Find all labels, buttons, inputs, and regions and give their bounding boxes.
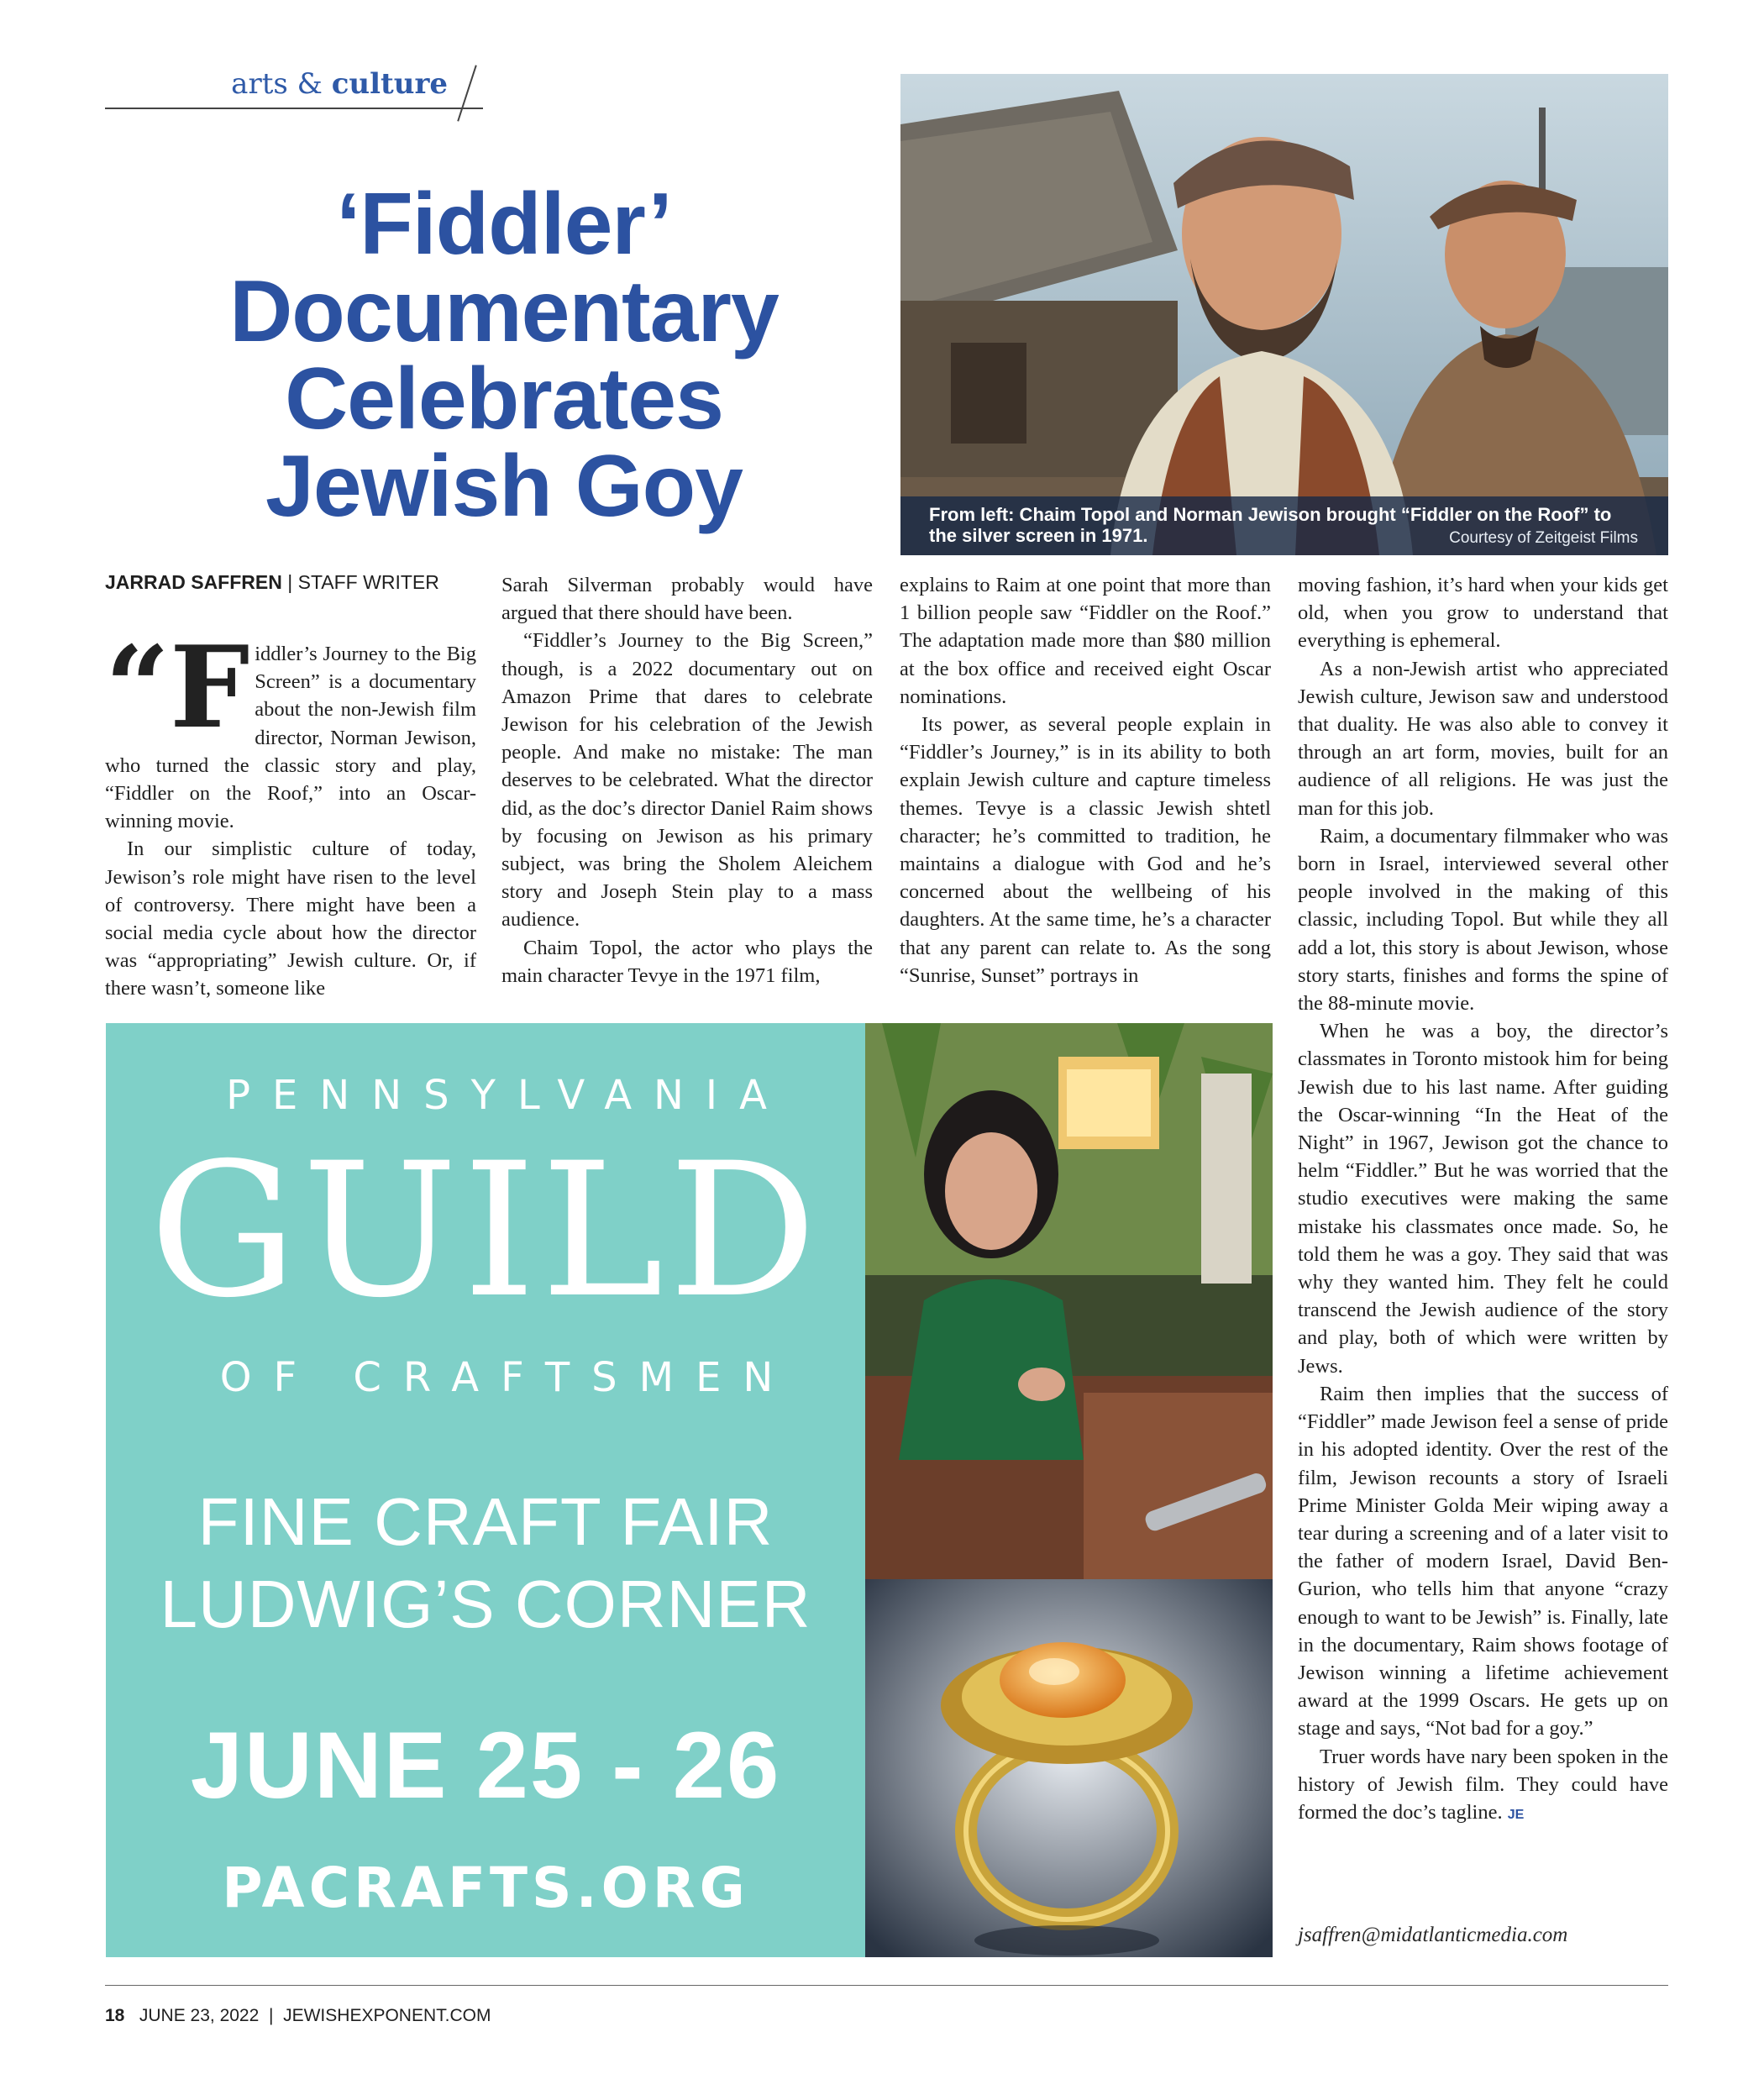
article-paragraph [1298, 1743, 1668, 1830]
article-photo-illustration [900, 74, 1668, 555]
article-paragraph: When he was a boy, the director’s classmates in Toronto mistook him for being Jewish due to his last name. After guiding the Oscar-winning “In the Heat of the Night” in 1967, Jewison got the chance to helm “Fiddler.” But he was worried that the studio executives were making the same mistake his classmates once made. So, he told them he was a goy. They said that was why they wanted him. They felt he could transcend the Jewish audience of the story and play, both of which were written by Jews. [1298, 1020, 1668, 1378]
ad-photo-artisan-illustration [865, 1023, 1273, 1579]
ad-url[interactable]: PACRAFTS.ORG [222, 1856, 749, 1920]
ad-dates: JUNE 25 - 26 [190, 1713, 781, 1818]
article-paragraph: explains to Raim at one point that more than 1 billion people saw “Fiddler on the Roof.” The adaptation made more than $80 million at the box office and received eight Oscar nominations. [900, 574, 1271, 708]
article-paragraph: moving fashion, it’s hard when your kids get old, when you grow to understand that everything is ephemeral. [1298, 574, 1668, 653]
headline-line-4: Jewish Goy [265, 438, 743, 535]
article-column-4 [1298, 571, 1668, 1829]
section-slash [457, 65, 477, 121]
photo-credit: Courtesy of Zeitgeist Films [1449, 529, 1638, 547]
ad-photo-artisan [865, 1023, 1273, 1579]
section-label [105, 64, 483, 109]
headline-line-2: Documentary [229, 263, 779, 360]
ad-photo-ring-illustration [865, 1579, 1273, 1957]
ad-fine-craft-fair: FINE CRAFT FAIR [197, 1484, 774, 1559]
headline-line-3: Celebrates [285, 350, 723, 448]
section-name: culture [331, 67, 448, 101]
byline [105, 571, 439, 594]
ad-photo-ring [865, 1579, 1273, 1957]
footer-separator: | [268, 2006, 274, 2025]
ad-pennsylvania: PENNSYLVANIA [226, 1072, 789, 1119]
ad-craftsmen: OF CRAFTSMEN [219, 1354, 795, 1401]
ad-ludwigs-corner: LUDWIG’S CORNER [160, 1567, 811, 1641]
end-mark: JE [1507, 1807, 1525, 1822]
article-paragraph: Sarah Silverman probably would have argued that there should have been. [501, 574, 873, 625]
article-column-1 [105, 621, 476, 1003]
headline-line-1: ‘Fiddler’ [336, 176, 672, 273]
section-label-text [231, 67, 448, 101]
footer-date: JUNE 23, 2022 [139, 2006, 260, 2025]
article-photo [900, 74, 1668, 555]
page-number: 18 [105, 2006, 125, 2025]
byline-separator: | [281, 571, 298, 593]
paragraph-text: iddler’s Journey to the Big Screen” is a documentary about the non-Jewish film director, Norman Jewison, who turned the classic story and play, “Fiddler on the Roof,” into an Oscar-winning movie. [105, 643, 476, 833]
article-column-2 [501, 571, 873, 990]
author-email[interactable]: jsaffren@midatlanticmedia.com [1298, 1924, 1568, 1946]
article-paragraph: “Fiddler’s Journey to the Big Screen,” though, is a 2022 documentary out on Amazon Prime that dares to celebrate Jewison for his celebration of the Jewish people. And make no mistake: The man deserves to be celebrated. What the director did, as the doc’s director Daniel Raim shows by focusing on Jewison as his primary subject, was bring the Sholem Aleichem story and Joseph Stein play to a mass audience. [501, 629, 873, 932]
article-paragraph: Chaim Topol, the actor who plays the main character Tevye in the 1971 film, [501, 936, 873, 987]
drop-cap: “F [105, 621, 250, 753]
section-prefix: arts & [231, 67, 332, 101]
article-paragraph [105, 621, 476, 835]
article-paragraph: In our simplistic culture of today, Jewison’s role might have risen to the level of controversy. There might have been a social media cycle about how the director was “appropriating” Jewish culture. Or, if there wasn’t, someone like [105, 837, 476, 1000]
byline-role: STAFF WRITER [297, 571, 439, 593]
article-paragraph: Its power, as several people explain in “Fiddler’s Journey,” is in its ability to both explain Jewish culture and capture timeless themes. Tevye is a classic Jewish shtetl character; he’s committed to tradition, he maintains a dialogue with God and he’s concerned about the wellbeing of his daughters. At the same time, he’s a character that any parent can relate to. As the song “Sunrise, Sunset” portrays in [900, 713, 1271, 987]
paragraph-text: Truer words have nary been spoken in the history of Jewish film. They could have formed the doc’s tagline. [1298, 1745, 1668, 1824]
article-paragraph: As a non-Jewish artist who appreciated Jewish culture, Jewison saw and understood that duality. He was also able to convey it through an art form, movies, built for an audience of all religions. He was just the man for this job. [1298, 657, 1668, 820]
footer-site[interactable]: JEWISHEXPONENT.COM [283, 2006, 491, 2025]
ad-guild: GUILD [149, 1123, 822, 1338]
article-paragraph: Raim, a documentary filmmaker who was born in Israel, interviewed several other people involved in the making of this classic, including Topol. But while they all add a lot, this story is about Jewison, whose story starts, finishes and forms the spine of the 88-minute movie. [1298, 824, 1668, 1016]
footer-rule [105, 1985, 1668, 1986]
article-column-3 [900, 571, 1271, 990]
byline-author: JARRAD SAFFREN [105, 571, 282, 593]
photo-caption: From left: Chaim Topol and Norman Jewison brought “Fiddler on the Roof” to the silver screen in 1971. [929, 504, 1612, 546]
headline [151, 176, 857, 535]
article-paragraph: Raim then implies that the success of “Fiddler” made Jewison feel a sense of pride in his adopted identity. Over the rest of the film, Jewison recounts a story of Israeli Prime Minister Golda Meir wiping away a tear during a screening and of a later visit to the father of modern Israel, David Ben-Gurion, who tells him that anyone “crazy enough to want to be Jewish” is. Finally, late in the documentary, Raim shows footage of Jewison winning a lifetime achievement award at the 1999 Oscars. He gets up on stage and says, “Not bad for a goy.” [1298, 1382, 1668, 1740]
page-footer [105, 2006, 491, 2026]
